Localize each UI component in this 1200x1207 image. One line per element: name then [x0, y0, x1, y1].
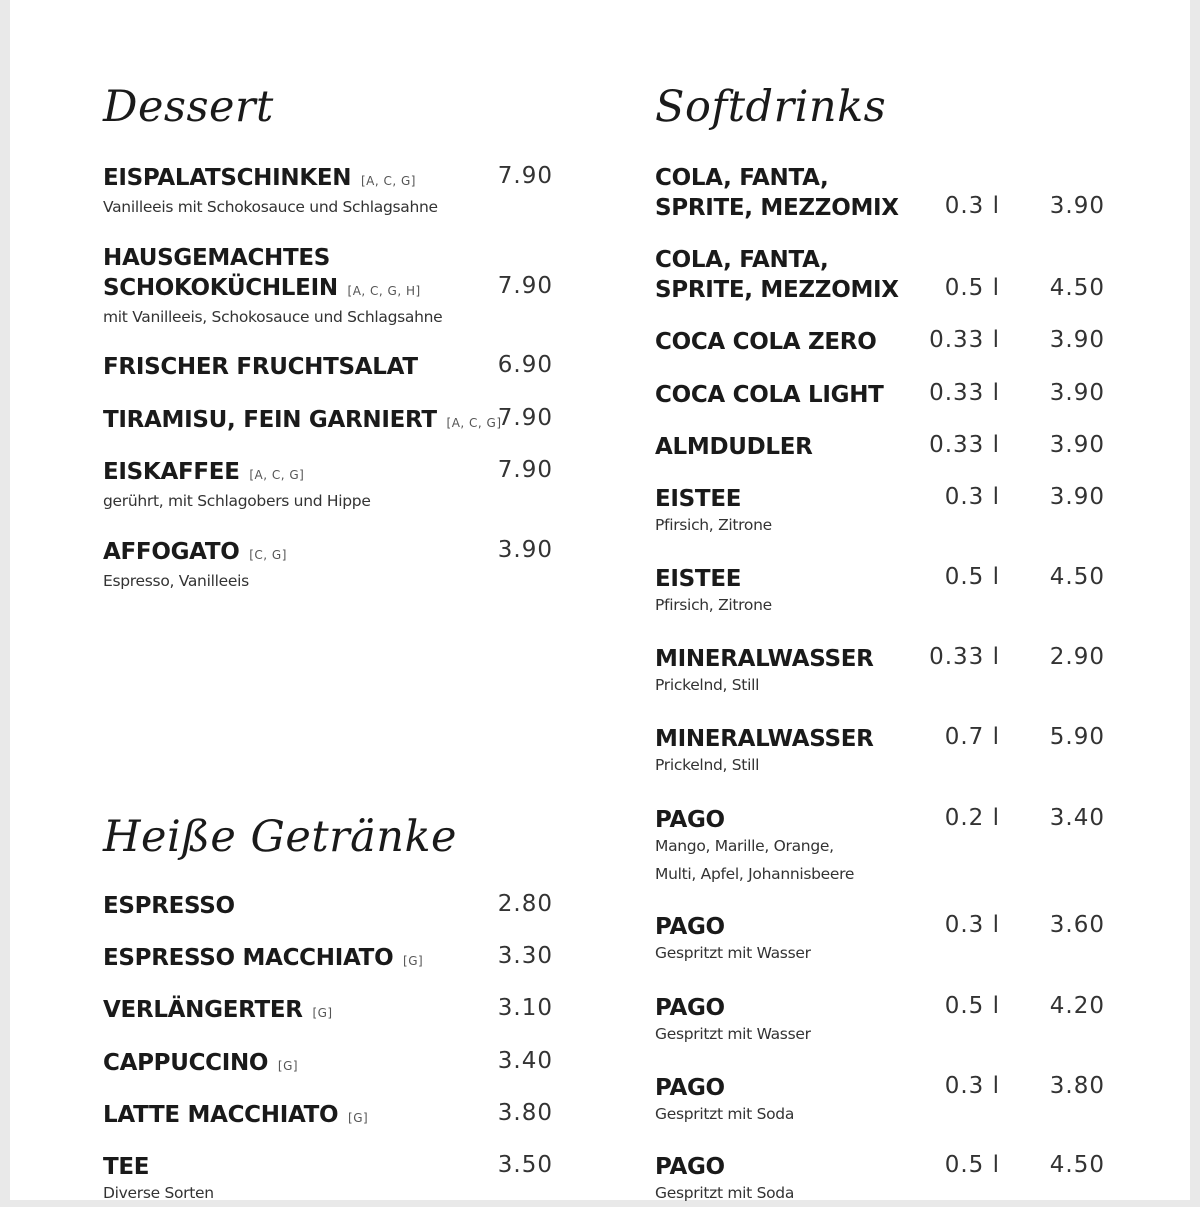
item-price: 7.90	[497, 273, 553, 299]
item-price: 6.90	[497, 352, 553, 378]
item-name: VERLÄNGERTER [G]	[103, 997, 333, 1023]
item-name: ESPRESSO MACCHIATO [G]	[103, 945, 424, 971]
menu-item	[655, 380, 1115, 410]
menu-item	[103, 1048, 558, 1081]
item-price: 7.90	[497, 405, 553, 431]
item-name: TIRAMISU, FEIN GARNIERT [A, C, G]	[103, 407, 502, 433]
item-size: 0.33 l	[929, 644, 1000, 670]
item-size: 0.5 l	[944, 993, 1000, 1019]
item-name: PAGO	[655, 1154, 725, 1180]
item-price: 3.90	[1049, 327, 1105, 353]
item-size: 0.3 l	[944, 193, 1000, 219]
item-price: 3.80	[497, 1100, 553, 1126]
item-price: 3.10	[497, 995, 553, 1021]
item-size: 0.3 l	[944, 912, 1000, 938]
allergen-codes: [G]	[348, 1111, 369, 1125]
item-price: 3.60	[1049, 912, 1105, 938]
item-name: FRISCHER FRUCHTSALAT	[103, 354, 418, 380]
item-name: SCHOKOKÜCHLEIN [A, C, G, H]	[103, 275, 421, 301]
item-name: SPRITE, MEZZOMIX	[655, 277, 899, 303]
item-price: 4.50	[1049, 564, 1105, 590]
menu-item	[655, 805, 1115, 888]
item-price: 3.40	[497, 1048, 553, 1074]
item-name: PAGO	[655, 995, 725, 1021]
item-description: Pfirsich, Zitrone	[655, 596, 772, 614]
item-name: ALMDUDLER	[655, 434, 813, 460]
menu-item	[655, 484, 1115, 539]
allergen-codes: [A, C, G]	[446, 416, 502, 430]
item-name-line1: COLA, FANTA,	[655, 165, 829, 191]
menu-item	[103, 1100, 558, 1133]
item-price: 3.40	[1049, 805, 1105, 831]
item-name: COCA COLA LIGHT	[655, 382, 884, 408]
item-description: Gespritzt mit Wasser	[655, 944, 811, 962]
menu-item	[655, 564, 1115, 619]
item-name: EISPALATSCHINKEN [A, C, G]	[103, 165, 416, 191]
item-size: 0.33 l	[929, 380, 1000, 406]
item-name: AFFOGATO [C, G]	[103, 539, 287, 565]
dessert-title: Dessert	[103, 82, 274, 132]
item-name-line1: COLA, FANTA,	[655, 247, 829, 273]
item-name: PAGO	[655, 1075, 725, 1101]
allergen-codes: [G]	[312, 1006, 333, 1020]
item-name: PAGO	[655, 807, 725, 833]
item-name: EISKAFFEE [A, C, G]	[103, 459, 305, 485]
item-size: 0.3 l	[944, 1073, 1000, 1099]
item-price: 3.90	[1049, 484, 1105, 510]
item-size: 0.5 l	[944, 275, 1000, 301]
menu-item	[103, 891, 558, 921]
menu-item	[103, 243, 558, 331]
allergen-codes: [G]	[403, 954, 424, 968]
item-price: 3.90	[1049, 380, 1105, 406]
item-name: LATTE MACCHIATO [G]	[103, 1102, 369, 1128]
item-name: MINERALWASSER	[655, 726, 874, 752]
item-price: 3.80	[1049, 1073, 1105, 1099]
allergen-codes: [A, C, G, H]	[347, 284, 421, 298]
menu-item	[655, 327, 1115, 357]
item-description: Gespritzt mit Soda	[655, 1184, 795, 1202]
item-description: Gespritzt mit Wasser	[655, 1025, 811, 1043]
item-name: COCA COLA ZERO	[655, 329, 877, 355]
item-price: 3.30	[497, 943, 553, 969]
item-description: Prickelnd, Still	[655, 676, 760, 694]
item-description: Mango, Marille, Orange,	[655, 837, 834, 855]
item-size: 0.5 l	[944, 1152, 1000, 1178]
item-price: 3.90	[497, 537, 553, 563]
allergen-codes: [G]	[277, 1059, 299, 1073]
item-price: 4.50	[1049, 1152, 1105, 1178]
allergen-codes: [A, C, G]	[360, 174, 416, 188]
menu-item	[655, 1152, 1115, 1207]
item-name: EISTEE	[655, 486, 742, 512]
item-name-line1: HAUSGEMACHTES	[103, 245, 331, 271]
item-size: 0.33 l	[929, 432, 1000, 458]
menu-item	[655, 432, 1115, 462]
item-price: 4.50	[1049, 275, 1105, 301]
menu-item	[103, 537, 558, 595]
menu-item	[655, 644, 1115, 699]
item-size: 0.2 l	[944, 805, 1000, 831]
item-name: SPRITE, MEZZOMIX	[655, 195, 899, 221]
item-price: 3.50	[497, 1152, 553, 1178]
softdrinks-title: Softdrinks	[655, 82, 887, 132]
item-price: 2.80	[497, 891, 553, 917]
menu-item	[655, 912, 1115, 967]
item-size: 0.5 l	[944, 564, 1000, 590]
menu-item	[655, 993, 1115, 1048]
menu-item	[103, 457, 558, 515]
item-size: 0.7 l	[944, 724, 1000, 750]
allergen-codes: [C, G]	[249, 548, 287, 562]
item-size: 0.3 l	[944, 484, 1000, 510]
item-description: Gespritzt mit Soda	[655, 1105, 795, 1123]
item-description: Pfirsich, Zitrone	[655, 516, 772, 534]
item-price: 7.90	[497, 457, 553, 483]
menu-item	[655, 245, 1115, 305]
item-description: Prickelnd, Still	[655, 756, 760, 774]
item-name: ESPRESSO	[103, 893, 235, 919]
item-name: PAGO	[655, 914, 725, 940]
item-size: 0.33 l	[929, 327, 1000, 353]
menu-item	[103, 405, 558, 438]
menu-item	[655, 163, 1115, 223]
item-name: TEE	[103, 1154, 150, 1180]
menu-item	[655, 724, 1115, 779]
item-price: 2.90	[1049, 644, 1105, 670]
item-description-line2: Multi, Apfel, Johannisbeere	[655, 865, 855, 883]
menu-item	[655, 1073, 1115, 1128]
menu-item	[103, 352, 558, 382]
item-description: Diverse Sorten	[103, 1184, 214, 1202]
menu-item	[103, 1152, 558, 1207]
item-description: gerührt, mit Schlagobers und Hippe	[103, 492, 371, 510]
item-price: 7.90	[497, 163, 553, 189]
item-name: MINERALWASSER	[655, 646, 874, 672]
menu-item	[103, 995, 558, 1028]
item-price: 3.90	[1049, 432, 1105, 458]
item-description: Vanilleeis mit Schokosauce und Schlagsahne	[103, 198, 438, 216]
item-price: 3.90	[1049, 193, 1105, 219]
allergen-codes: [A, C, G]	[249, 468, 305, 482]
menu-item	[103, 943, 558, 976]
item-description: Espresso, Vanilleeis	[103, 572, 249, 590]
menu-item	[103, 163, 558, 221]
menu-page	[10, 0, 1190, 1200]
item-name: CAPPUCCINO [G]	[103, 1050, 299, 1076]
hot-drinks-title: Heiße Getränke	[103, 812, 458, 862]
item-description: mit Vanilleeis, Schokosauce und Schlagsahne	[103, 308, 443, 326]
item-price: 5.90	[1049, 724, 1105, 750]
item-name: EISTEE	[655, 566, 742, 592]
item-price: 4.20	[1049, 993, 1105, 1019]
